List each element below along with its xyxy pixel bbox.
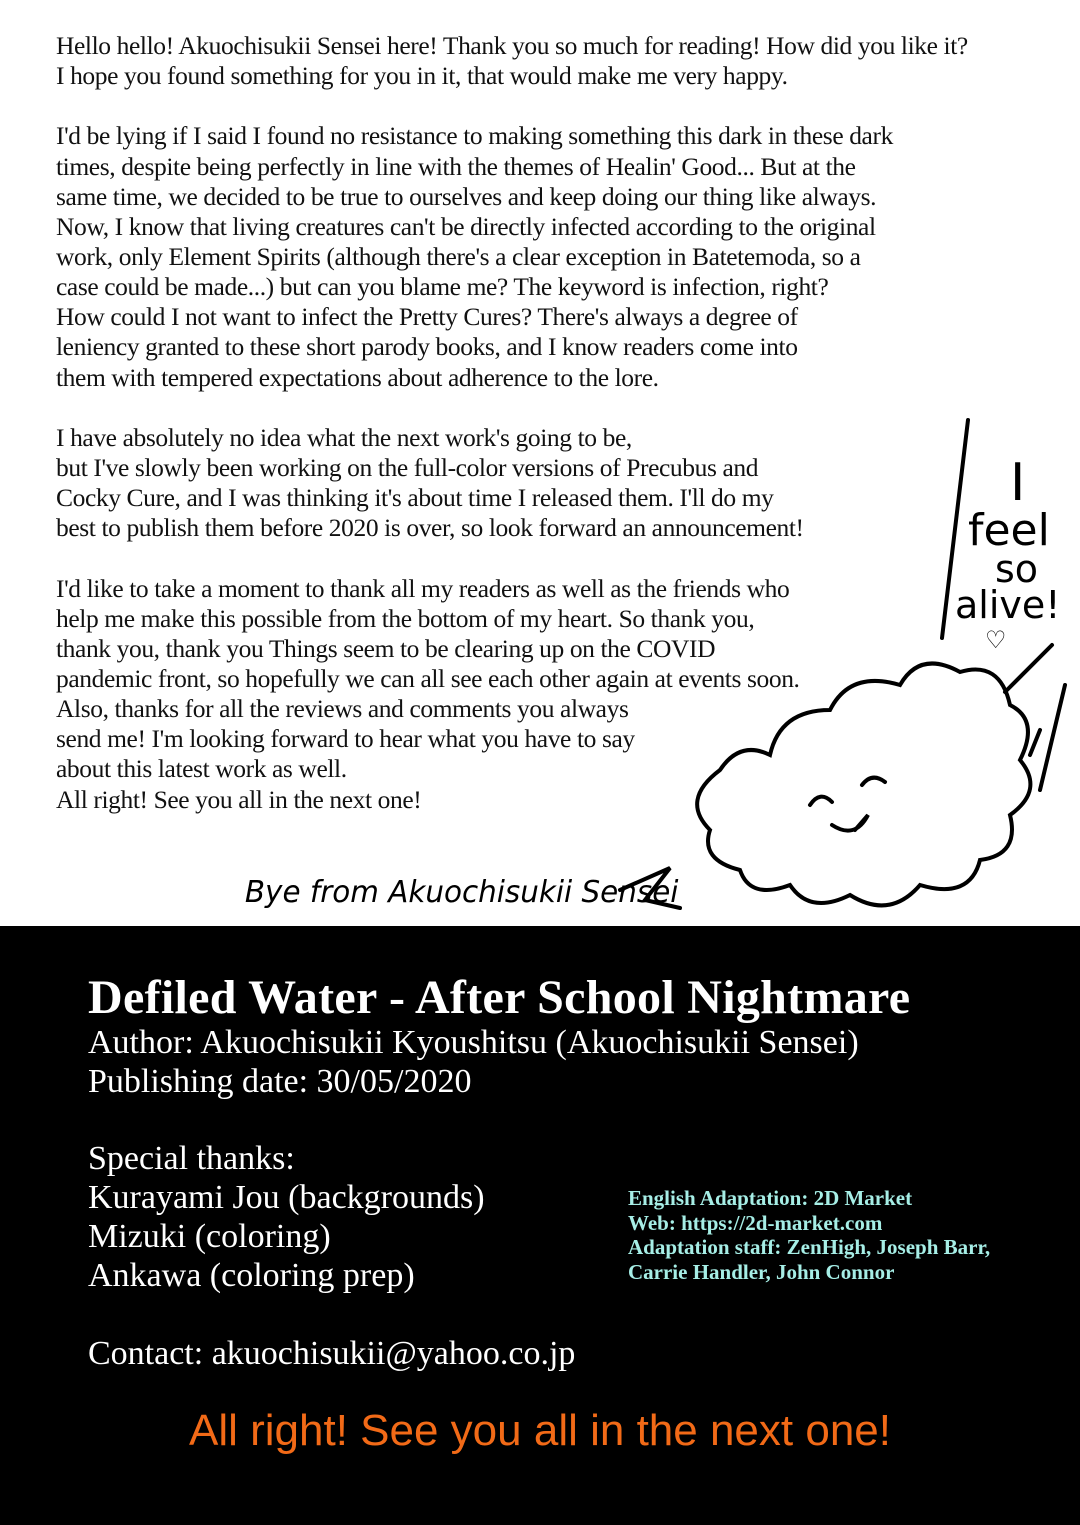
text-line: I'd be lying if I said I found no resistance to making something this dark in these dark <box>56 121 893 151</box>
text-line: best to publish them before 2020 is over, so look forward an announcement! <box>56 513 804 543</box>
text-line: Cocky Cure, and I was thinking it's about time I released them. I'll do my <box>56 483 774 513</box>
text-line: All right! See you all in the next one! <box>56 784 422 814</box>
text-line: times, despite being perfectly in line with the themes of Healin' Good... But at the <box>56 151 856 181</box>
text-line: I hope you found something for you in it, that would make me very happy. <box>56 61 788 91</box>
svg-text:alive!: alive! <box>955 583 1061 627</box>
svg-text:so: so <box>995 547 1039 591</box>
paragraph-gap <box>56 91 1016 121</box>
credit-line: Adaptation staff: ZenHigh, Joseph Barr, <box>628 1235 991 1259</box>
svg-text:feel: feel <box>968 505 1050 556</box>
thanks-heading: Special thanks: <box>88 1140 295 1177</box>
credit-line: Carrie Handler, John Connor <box>628 1259 895 1284</box>
text-line: Hello hello! Akuochisukii Sensei here! Thank you so much for reading! How did you like it? <box>56 31 968 60</box>
signature <box>240 860 679 920</box>
text-line: Also, thanks for all the reviews and comments you always <box>56 694 629 724</box>
author: Author: Akuochisukii Kyoushitsu (Akuochisukii Sensei) <box>88 1024 859 1061</box>
text-line: about this latest work as well. <box>56 754 347 784</box>
svg-text:Bye from Akuochisukii Sensei: Bye from Akuochisukii Sensei <box>244 874 679 911</box>
text-line: leniency granted to these short parody books, and I know readers come into <box>56 332 798 362</box>
svg-text:I: I <box>1010 453 1026 513</box>
credit-line: Web: https://2d-market.com <box>628 1210 883 1235</box>
text-line: I'd like to take a moment to thank all my readers as well as the friends who <box>56 573 790 603</box>
contact: Contact: akuochisukii@yahoo.co.jp <box>88 1335 576 1372</box>
publishing-date: Publishing date: 30/05/2020 <box>88 1063 472 1100</box>
text-line: pandemic front, so hopefully we can all see each other again at events soon. <box>56 663 800 693</box>
text-line: How could I not want to infect the Pretty Cures? There's always a degree of <box>56 302 798 332</box>
text-line: them with tempered expectations about adherence to the lore. <box>56 362 659 392</box>
doodle-text <box>955 453 1061 654</box>
closing-message: All right! See you all in the next one! <box>189 1406 891 1455</box>
colophon <box>0 926 1080 1525</box>
adaptation-credits <box>628 1186 990 1284</box>
heart-icon: ♡ <box>985 626 1007 654</box>
text-line: case could be made...) but can you blame me? The keyword is infection, right? <box>56 272 829 302</box>
text-line: work, only Element Spirits (although there's a clear exception in Batetemoda, so a <box>56 241 861 271</box>
thanks-item: Mizuki (coloring) <box>88 1218 331 1255</box>
text-line: but I've slowly been working on the full-color versions of Precubus and <box>56 452 759 482</box>
thanks-item: Kurayami Jou (backgrounds) <box>88 1179 485 1216</box>
text-line: help me make this possible from the bottom of my heart. So thank you, <box>56 603 755 633</box>
text-line: same time, we decided to be true to ourselves and keep doing our thing like always. <box>56 181 877 211</box>
book-title: Defiled Water - After School Nightmare <box>88 971 911 1024</box>
sun-doodle-illustration <box>600 410 1080 930</box>
text-line: thank you, thank you Things seem to be clearing up on the COVID <box>56 633 716 663</box>
thanks-item: Ankawa (coloring prep) <box>88 1257 415 1294</box>
text-line: I have absolutely no idea what the next work's going to be, <box>56 422 632 452</box>
text-line: send me! I'm looking forward to hear what you have to say <box>56 724 635 754</box>
credit-line: English Adaptation: 2D Market <box>628 1186 913 1210</box>
text-line: Now, I know that living creatures can't be directly infected according to the original <box>56 211 876 241</box>
